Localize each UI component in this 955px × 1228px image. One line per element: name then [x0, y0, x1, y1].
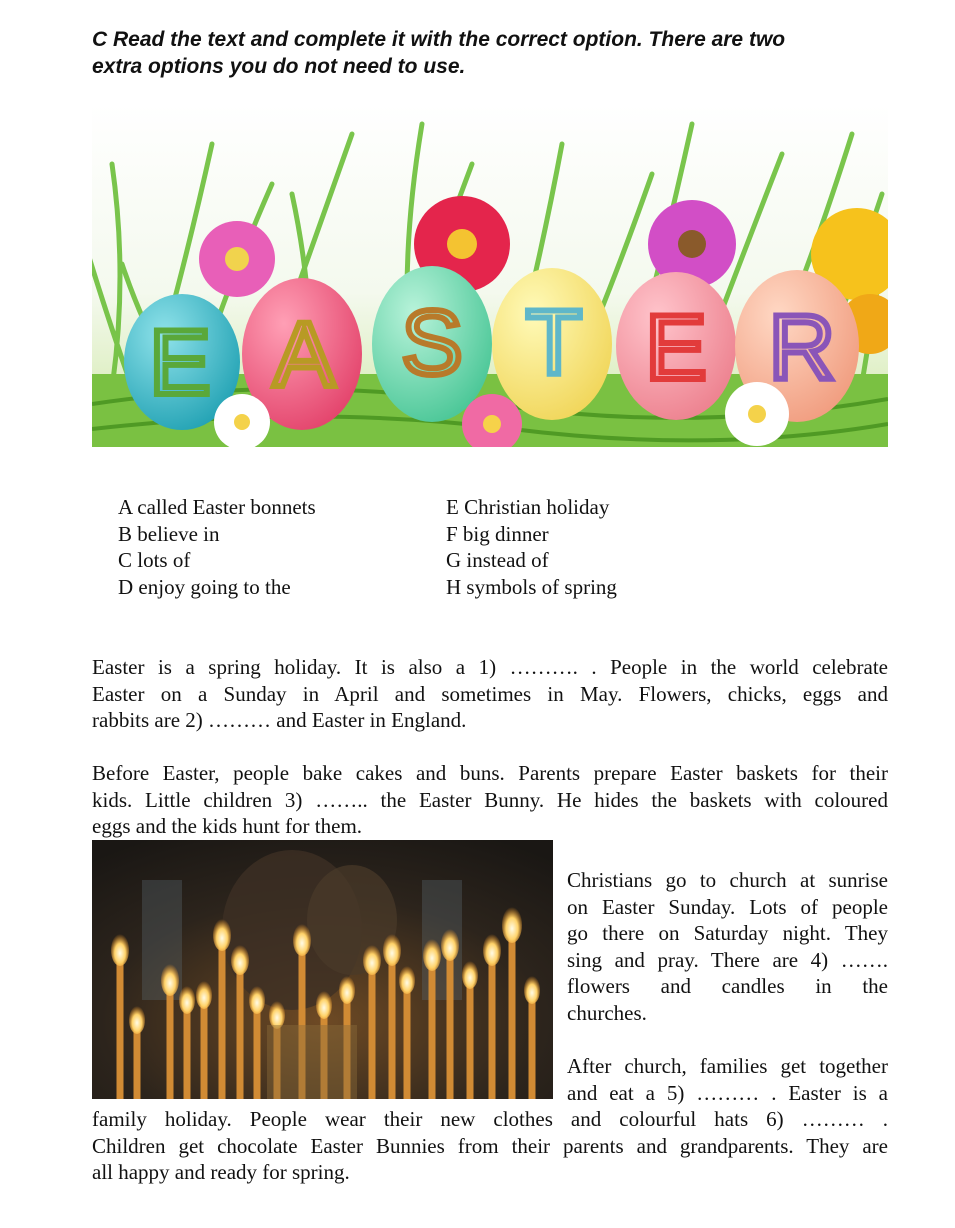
- egg-letter: E: [645, 297, 707, 399]
- paragraph-4-side: [567, 1053, 888, 1106]
- easter-eggs-photo: [92, 104, 888, 447]
- text-line: Christians go to church at sunrise: [567, 868, 888, 892]
- option-g: G instead of: [446, 548, 549, 572]
- paragraph-2: [92, 760, 888, 840]
- paragraph-3: [567, 867, 888, 1026]
- option-e: E Christian holiday: [446, 495, 610, 519]
- text-line: family holiday. People wear their new clothes and colourful hats 6) ……… .: [92, 1107, 888, 1131]
- text-line: on Easter Sunday. Lots of people: [567, 894, 888, 919]
- instructions-line: C Read the text and complete it with the correct option. There are two: [92, 28, 786, 51]
- text-line: all happy and ready for spring.: [92, 1160, 350, 1184]
- text-line: kids. Little children 3) …….. the Easter Bunny. He hides the baskets with coloured: [92, 787, 888, 812]
- instructions-line: extra options you do not need to use.: [92, 55, 466, 78]
- option-a: A called Easter bonnets: [118, 495, 316, 519]
- option-h: H symbols of spring: [446, 574, 617, 599]
- option-c: C lots of: [118, 548, 191, 572]
- paragraph-4: [92, 1106, 888, 1186]
- option-d: D enjoy going to the: [118, 574, 291, 599]
- egg-letter: S: [401, 292, 463, 394]
- text-line: go there on Saturday night. They: [567, 921, 888, 945]
- text-line: Children get chocolate Easter Bunnies from their parents and grandparents. They are: [92, 1133, 888, 1158]
- egg-letter: T: [525, 292, 583, 394]
- options-left: [118, 494, 316, 600]
- egg-letter: R: [768, 297, 836, 399]
- option-f: F big dinner: [446, 521, 549, 546]
- text-line: Before Easter, people bake cakes and buns. Parents prepare Easter baskets for their: [92, 761, 888, 785]
- candles-illustration: [92, 840, 553, 1099]
- text-line: rabbits are 2) ……… and Easter in England.: [92, 708, 467, 732]
- text-line: churches.: [567, 1000, 647, 1025]
- text-line: Easter is a spring holiday. It is also a 1) ………. . People in the world celebrate: [92, 655, 888, 679]
- egg-letter: E: [149, 312, 211, 414]
- text-line: flowers and candles in the: [567, 974, 888, 998]
- church-candles-photo: [92, 840, 553, 1099]
- text-line: sing and pray. There are 4) …….: [567, 947, 888, 972]
- options-right: [446, 494, 617, 600]
- text-line: After church, families get together: [567, 1054, 888, 1078]
- instructions: [92, 26, 892, 80]
- text-line: and eat a 5) ……… . Easter is a: [567, 1080, 888, 1105]
- egg-letter: A: [273, 304, 335, 406]
- option-b: B believe in: [118, 521, 220, 546]
- easter-eggs-illustration: [92, 104, 888, 447]
- paragraph-1: [92, 654, 888, 734]
- text-line: Easter on a Sunday in April and sometimes in May. Flowers, chicks, eggs and: [92, 681, 888, 706]
- text-line: eggs and the kids hunt for them.: [92, 814, 363, 838]
